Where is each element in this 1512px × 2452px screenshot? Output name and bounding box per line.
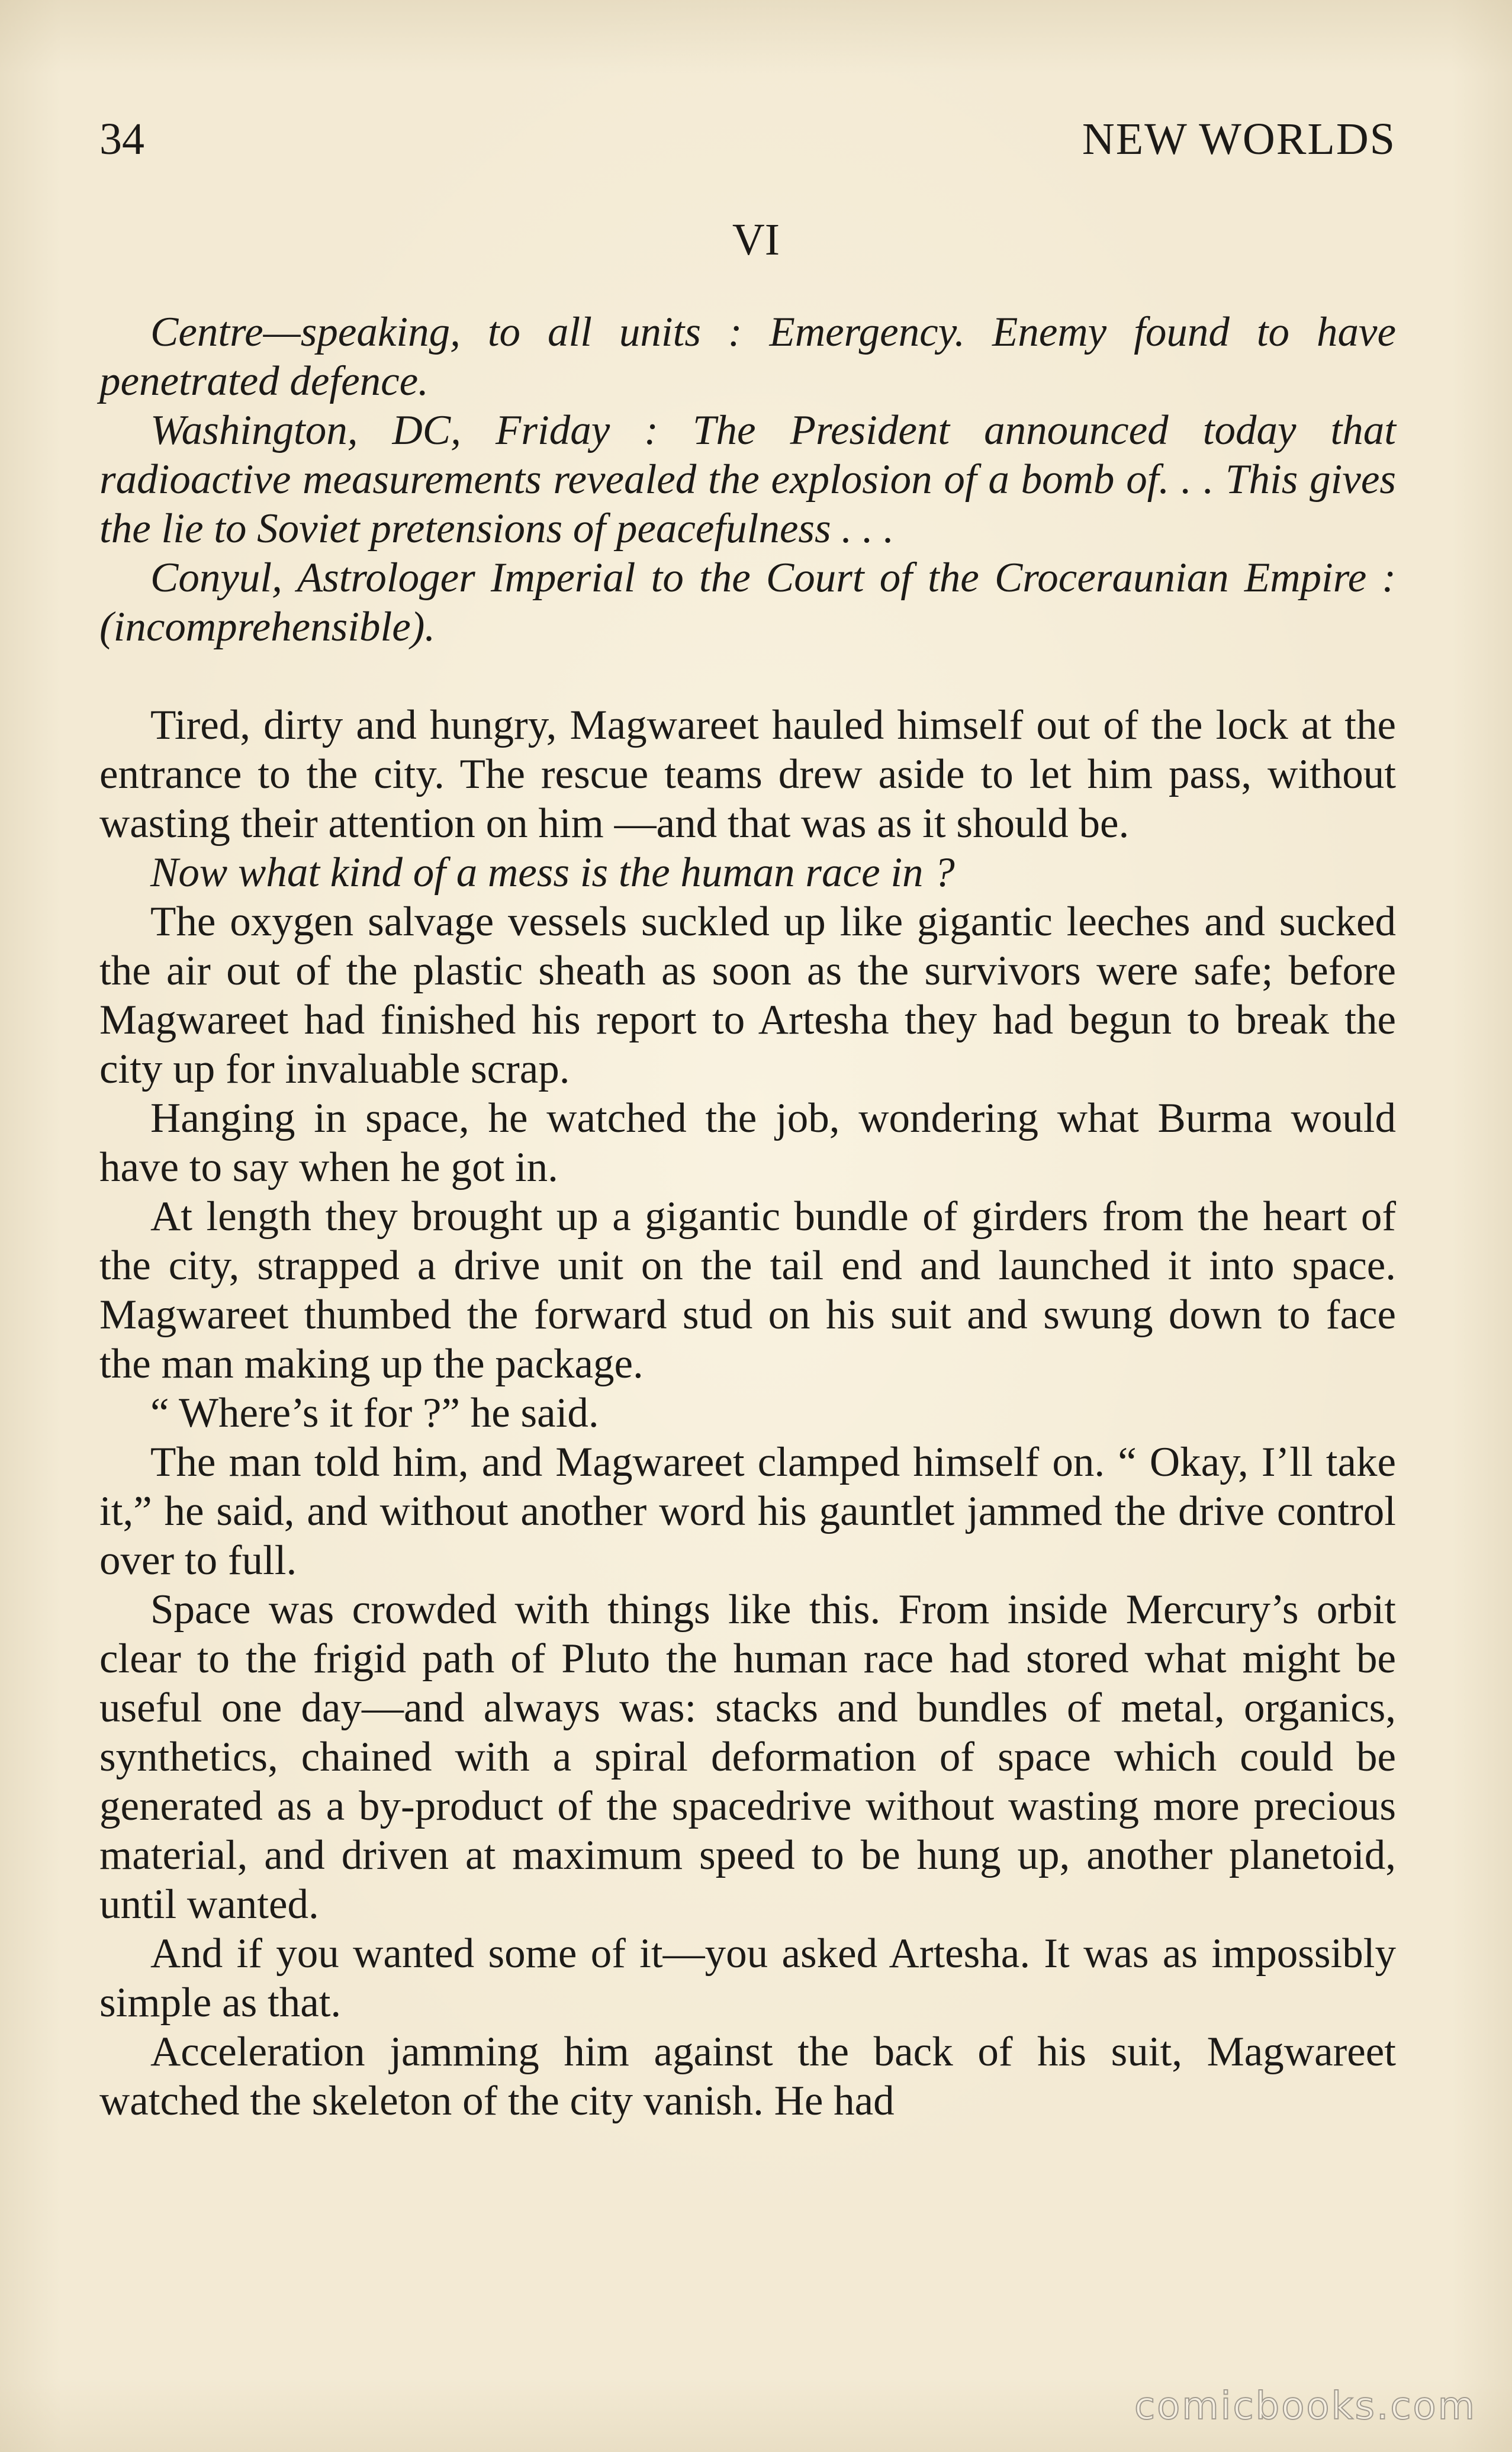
running-title: NEW WORLDS: [1082, 114, 1396, 164]
page-number: 34: [99, 114, 144, 164]
body-text: [99, 308, 1396, 2126]
text-paragraph: Tired, dirty and hungry, Magwareet hauled himself out of the lock at the entrance to the city. The rescue teams drew aside to let him pass, without wasting their attention on him —and that was as it should be.: [99, 702, 1396, 847]
text-paragraph: The oxygen salvage vessels suckled up like gigantic leeches and sucked the air out of the plastic sheath as soon as the survivors were safe; before Magwareet had finished his report to Artesha they had begun to break the city up for invaluable scrap.: [99, 899, 1396, 1092]
bulletin-paragraph: Washington, DC, Friday : The President announced today that radioactive measurements revealed the explosion of a bomb of. . . This gives the lie to Soviet pretensions of peacefulness . . .: [99, 407, 1396, 552]
bulletin-paragraph: Conyul, Astrologer Imperial to the Court of the Croceraunian Empire : (incomprehensible).: [99, 555, 1396, 650]
text-paragraph-italic: Now what kind of a mess is the human race in ?: [150, 849, 955, 896]
text-paragraph: Space was crowded with things like this. From inside Mercury’s orbit clear to the frigid path of Pluto the human race had stored what might be useful one day—and always was: stacks and bundles of metal, organics, synthetics, chained with a spiral deformation of space which could be generated as a by-product of the spacedrive without wasting more precious material, and driven at maximum speed to be hung up, another planetoid, until wanted.: [99, 1587, 1396, 1928]
text-paragraph: “ Where’s it for ?” he said.: [150, 1390, 599, 1436]
bulletin-paragraph: Centre—speaking, to all units : Emergency. Enemy found to have penetrated defence.: [99, 309, 1396, 404]
watermark: comicbooks.com: [1134, 2385, 1476, 2428]
page-header: [99, 110, 1396, 169]
text-paragraph: At length they brought up a gigantic bundle of girders from the heart of the city, strapped a drive unit on the tail end and launched it into space. Magwareet thumbed the forward stud on his suit and swung down to face the man making up the package.: [99, 1193, 1396, 1387]
text-paragraph: Acceleration jamming him against the back of his suit, Magwareet watched the skeleton of the city vanish. He had: [99, 2029, 1396, 2124]
text-paragraph: And if you wanted some of it—you asked Artesha. It was as impossibly simple as that.: [99, 1930, 1396, 2026]
chapter-heading: VI: [732, 215, 780, 265]
text-paragraph: The man told him, and Magwareet clamped himself on. “ Okay, I’ll take it,” he said, and without another word his gauntlet jammed the drive control over to full.: [99, 1439, 1396, 1584]
text-paragraph: Hanging in space, he watched the job, wondering what Burma would have to say when he got in.: [99, 1095, 1396, 1190]
